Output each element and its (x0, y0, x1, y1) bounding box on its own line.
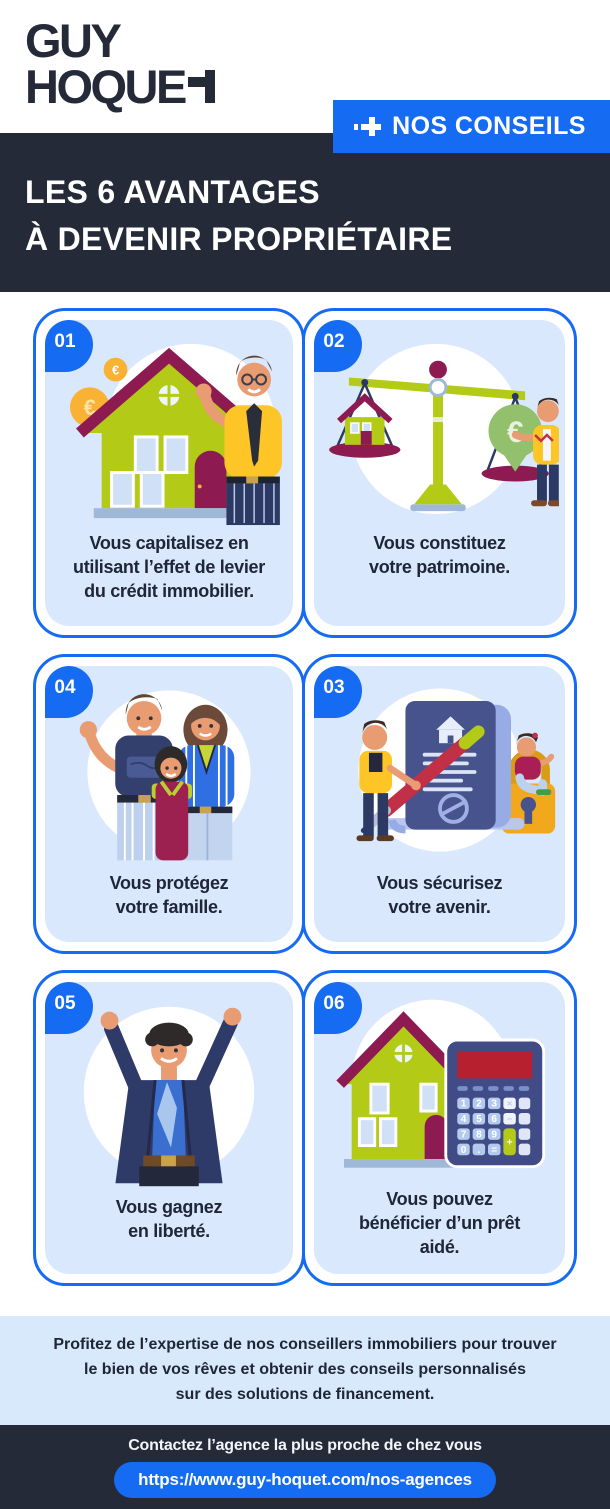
svg-text:1: 1 (460, 1098, 466, 1110)
outro-line: Profitez de l’expertise de nos conseillers immobiliers pour trouver (53, 1336, 557, 1353)
top-section (0, 0, 610, 292)
card-01 (45, 320, 293, 626)
calculator (445, 1040, 543, 1167)
card-number-badge: 02 (314, 320, 362, 372)
card-ring-03 (302, 654, 577, 954)
svg-text:8: 8 (475, 1129, 482, 1141)
card-caption-line: votre famille. (115, 896, 223, 917)
card-caption-line: bénéficier d’un prêt (358, 1212, 521, 1233)
advantages-grid (0, 292, 610, 1298)
svg-text:.: . (476, 1144, 480, 1156)
card-caption-line: du crédit immobilier. (84, 580, 254, 601)
card-caption-line: Vous sécurisez (376, 873, 503, 893)
card-caption-line: utilisant l’effet de levier (73, 556, 265, 577)
card-caption-line: votre patrimoine. (369, 556, 510, 577)
svg-text:7: 7 (460, 1129, 466, 1141)
card-05 (45, 982, 293, 1274)
plus-icon (357, 114, 382, 139)
svg-text:6: 6 (490, 1114, 497, 1126)
nos-conseils-label: NOS CONSEILS (392, 112, 586, 140)
logo-t-glyph (188, 70, 215, 103)
card-caption-line: votre avenir. (388, 896, 491, 917)
outro-line: le bien de vos rêves et obtenir des conseils personnalisés (84, 1360, 526, 1378)
logo-line-2: HOQUE (25, 64, 215, 110)
card-caption (377, 872, 503, 920)
svg-text:5: 5 (475, 1114, 482, 1126)
outro-band (0, 1316, 610, 1425)
page-title-line-1: LES 6 AVANTAGES (25, 174, 320, 211)
card-ring-06 (302, 970, 577, 1286)
nos-conseils-badge (333, 100, 610, 153)
svg-text:€: € (111, 362, 120, 378)
svg-text:2: 2 (475, 1098, 482, 1110)
page-title-line-2: À DEVENIR PROPRIÉTAIRE (25, 220, 453, 257)
card-caption (116, 1196, 222, 1244)
card-caption (110, 872, 229, 920)
title-band (0, 133, 610, 292)
sitting-woman (514, 733, 550, 795)
svg-text:€: € (506, 415, 523, 449)
contact-text: Contactez l’agence la plus proche de chez vous (128, 1437, 482, 1455)
svg-text:−: − (506, 1114, 512, 1126)
card-ring-05 (33, 970, 305, 1286)
svg-text:0: 0 (460, 1144, 466, 1156)
card-04 (45, 666, 293, 942)
card-caption (359, 1188, 520, 1259)
brand-logo (25, 14, 215, 113)
card-ring-04 (33, 654, 305, 954)
card-caption-line: Vous gagnez (115, 1197, 223, 1217)
card-number-badge: 05 (45, 982, 93, 1034)
card-number-badge: 04 (45, 666, 93, 718)
card-caption-line: Vous pouvez (386, 1189, 493, 1209)
card-number-badge: 06 (314, 982, 362, 1034)
card-caption-line: Vous constituez (373, 533, 506, 553)
card-caption-line: en liberté. (128, 1220, 210, 1241)
card-ring-02 (302, 308, 577, 638)
card-02 (314, 320, 565, 626)
agency-link-button[interactable]: https://www.guy-hoquet.com/nos-agences (114, 1462, 496, 1498)
svg-text:3: 3 (490, 1098, 497, 1110)
daughter (152, 746, 192, 860)
card-caption (73, 532, 265, 603)
svg-text:4: 4 (460, 1114, 466, 1126)
footer (0, 1425, 610, 1509)
card-caption-line: Vous capitalisez en (89, 533, 249, 553)
card-caption-line: aidé. (419, 1236, 460, 1257)
card-number-badge: 01 (45, 320, 93, 372)
svg-text:=: = (490, 1144, 497, 1156)
svg-text:9: 9 (490, 1129, 497, 1141)
outro-line: sur des solutions de financement. (175, 1385, 435, 1403)
card-caption-line: Vous protégez (109, 873, 229, 893)
svg-text:+: + (506, 1136, 513, 1149)
logo-line-1: GUY (25, 14, 120, 67)
card-number-badge: 03 (314, 666, 362, 718)
card-ring-01 (33, 308, 305, 638)
card-06 (314, 982, 565, 1274)
card-03 (314, 666, 565, 942)
svg-text:€: € (83, 395, 96, 421)
card-caption (369, 532, 510, 580)
svg-text:×: × (506, 1098, 512, 1110)
